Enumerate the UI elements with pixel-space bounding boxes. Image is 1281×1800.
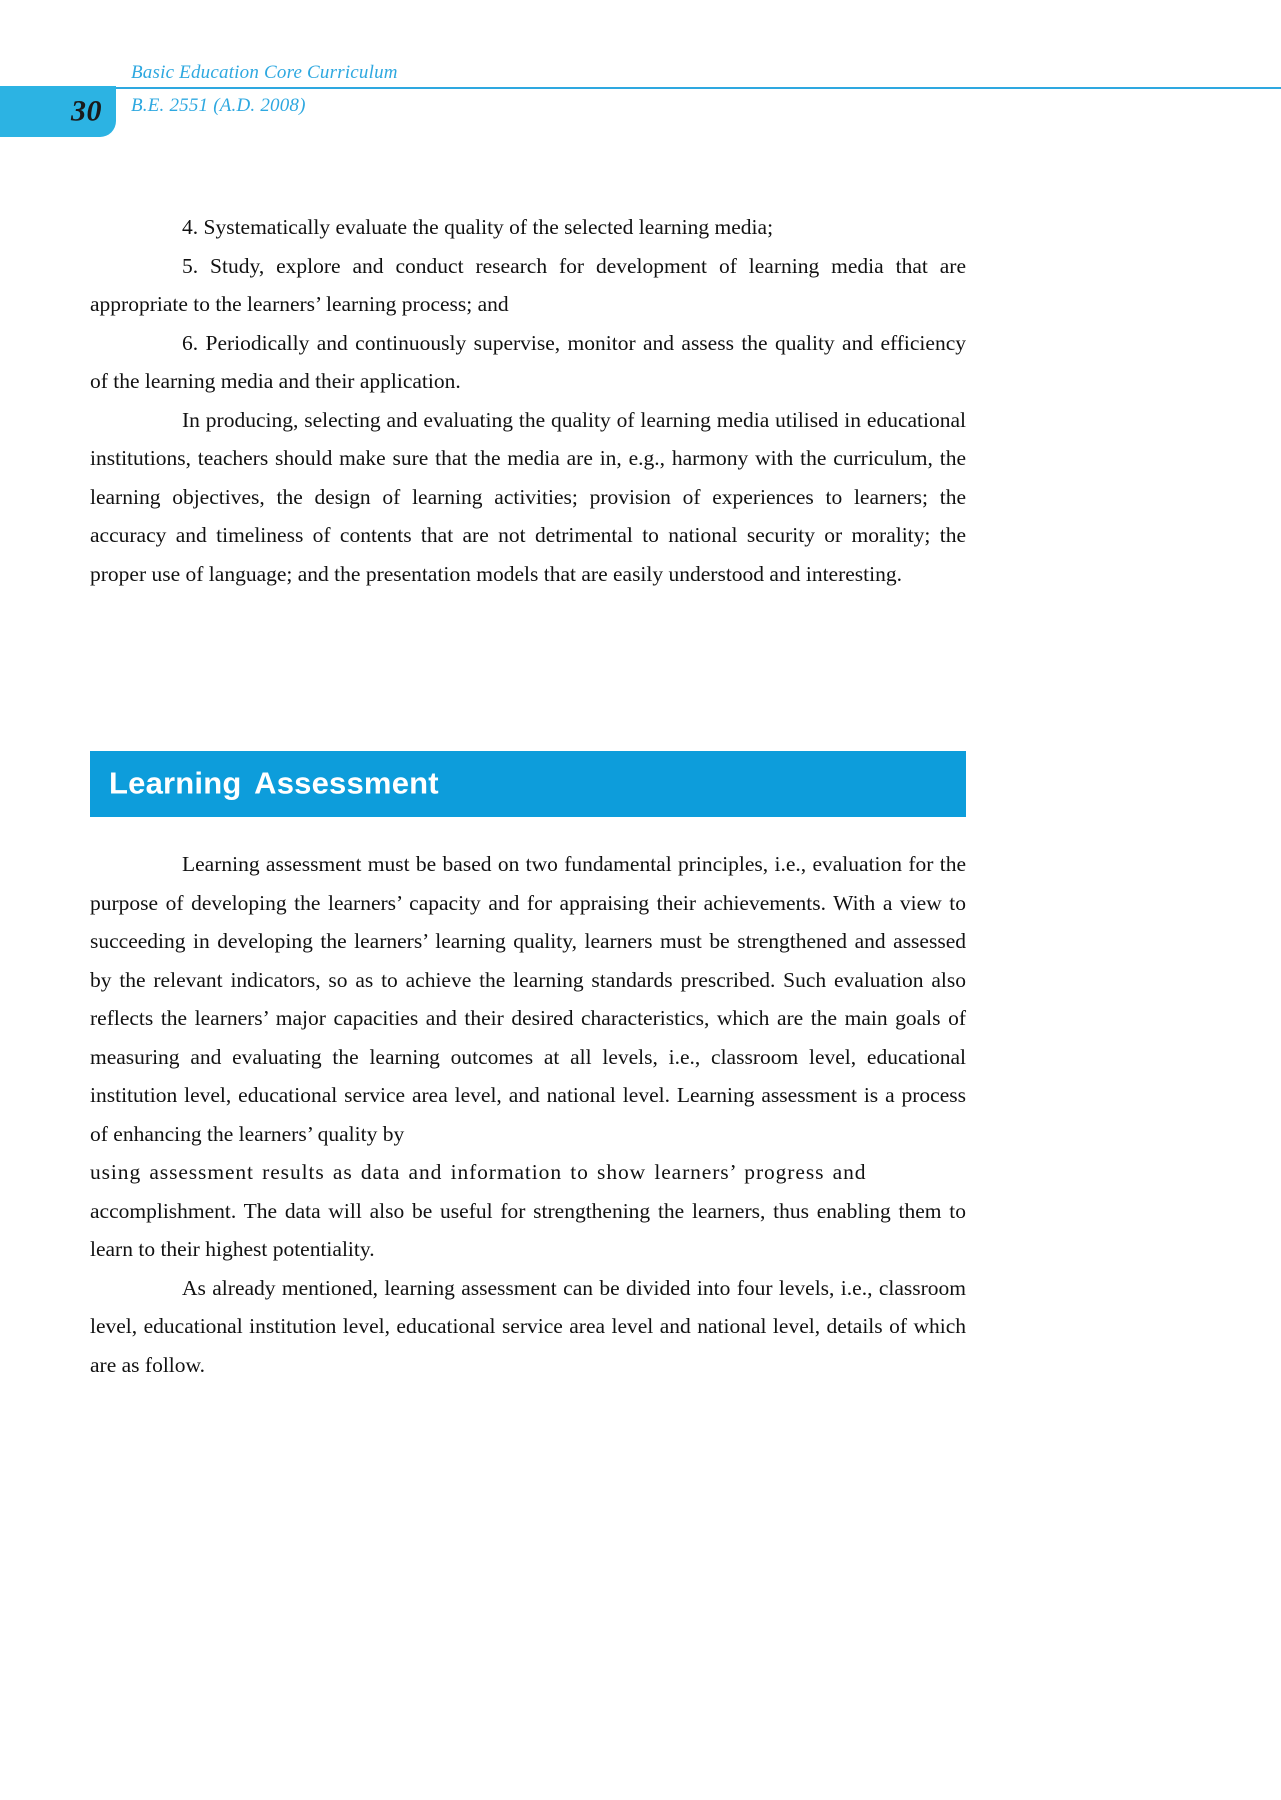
page-header xyxy=(0,0,1281,150)
page-number: 30 xyxy=(71,93,102,127)
paragraph-four-levels: As already mentioned, learning assessment can be divided into four levels, i.e., classroom level, educational institution level, educational service area level and national level, details of which are as follow. xyxy=(90,1275,966,1377)
paragraph-assessment-principles-tail: accomplishment. The data will also be useful for strengthening the learners, thus enabling them to learn to their highest potentiality. xyxy=(90,1198,966,1261)
list-item: 5. Study, explore and conduct research for development of learning media that are appropriate to the learners’ learning process; and xyxy=(90,253,966,316)
lower-body-block xyxy=(90,845,966,1384)
list-item: 4. Systematically evaluate the quality of the selected learning media; xyxy=(182,215,774,239)
section-banner-learning-assessment xyxy=(90,751,966,817)
running-head-title: Basic Education Core Curriculum xyxy=(131,62,398,83)
list-item: 6. Periodically and continuously supervise, monitor and assess the quality and efficiency of the learning media and their application. xyxy=(90,330,966,393)
header-rule xyxy=(116,87,1281,89)
paragraph-learning-media: In producing, selecting and evaluating the quality of learning media utilised in educational institutions, teachers should make sure that the media are in, e.g., harmony with the curriculum, the learning objectives, the design of learning activities; provision of experiences to learners; the accuracy and timeliness of contents that are not detrimental to national security or morality; the proper use of language; and the presentation models that are easily understood and interesting. xyxy=(90,407,966,586)
paragraph-assessment-principles: Learning assessment must be based on two fundamental principles, i.e., evaluation for the purpose of developing the learners’ capacity and for appraising their achievements. With a view to succeeding in developing the learners’ learning quality, learners must be strengthened and assessed by the relevant indicators, so as to achieve the learning standards prescribed. Such evaluation also reflects the learners’ major capacities and their desired characteristics, which are the main goals of measuring and evaluating the learning outcomes at all levels, i.e., classroom level, educational institution level, educational service area level, and national level. Learning assessment is a process of enhancing the learners’ quality by xyxy=(90,852,966,1146)
running-head-subtitle: B.E. 2551 (A.D. 2008) xyxy=(131,95,306,116)
upper-body-block xyxy=(90,208,966,593)
paragraph-assessment-principles-loose-line: using assessment results as data and information to show learners’ progress and xyxy=(90,1160,867,1184)
page-number-block xyxy=(0,86,116,137)
section-banner-title: Learning Assessment xyxy=(109,765,439,801)
